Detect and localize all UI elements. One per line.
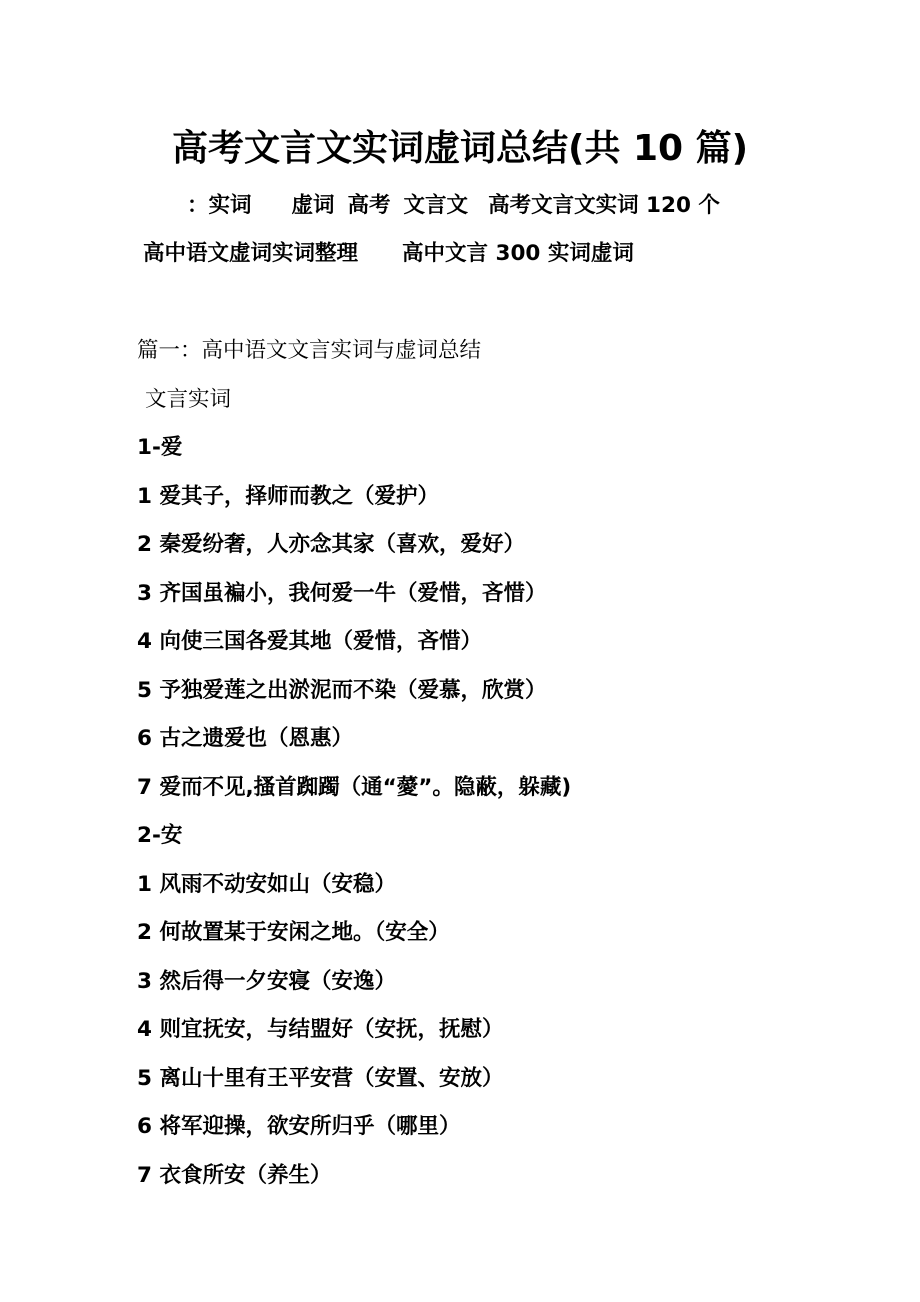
example-line: 3 然后得一夕安寝（安逸） [137, 968, 396, 994]
example-line: 5 予独爱莲之出淤泥而不染（爱慕，欣赏） [137, 677, 547, 703]
keywords-prefix: ：实词 [187, 193, 252, 218]
example-line: 3 齐国虽褊小，我何爱一牛（爱惜，吝惜） [137, 580, 547, 606]
example-line: 2 秦爱纷奢，人亦念其家（喜欢，爱好） [137, 532, 525, 557]
keywords-row-2 [143, 239, 634, 269]
example-line: 7 衣食所安（养生） [137, 1162, 332, 1188]
example-line: 1 风雨不动安如山（安稳） [137, 871, 396, 897]
chapter-heading: 篇一：高中语文文言实词与虚词总结 [137, 338, 482, 363]
example-line: 4 则宜抚安，与结盟好（安抚，抚慰） [137, 1017, 504, 1042]
word-label: 2-安 [137, 823, 183, 848]
keyword: 虚词 [291, 193, 335, 218]
document-body [137, 336, 897, 1209]
keyword: 高中文言 300 实词虚词 [402, 241, 634, 266]
document-title: 高考文言文实词虚词总结(共 10 篇) [171, 128, 749, 169]
example-line: 6 将军迎操，欲安所归乎（哪里） [137, 1114, 461, 1139]
example-line: 2 何故置某于安闲之地。（安全） [137, 920, 450, 945]
keyword: 高考文言文实词 120 个 [488, 193, 720, 218]
example-line: 7 爱而不见,搔首踟躅（通“薆”。隐蔽，躲藏) [137, 774, 572, 800]
word-label: 1-爱 [137, 435, 183, 460]
section-heading: 文言实词 [145, 386, 232, 412]
example-line: 1 爱其子，择师而教之（爱护） [137, 483, 439, 509]
example-line: 5 离山十里有王平安营（安置、安放） [137, 1065, 504, 1091]
keyword: 文言文 [403, 193, 469, 218]
example-line: 6 古之遗爱也（恩惠） [137, 726, 353, 751]
keyword: 高考 [347, 193, 391, 218]
keyword: 高中语文虚词实词整理 [143, 241, 359, 266]
keywords-row-1 [187, 191, 720, 221]
example-line: 4 向使三国各爱其地（爱惜，吝惜） [137, 629, 482, 654]
